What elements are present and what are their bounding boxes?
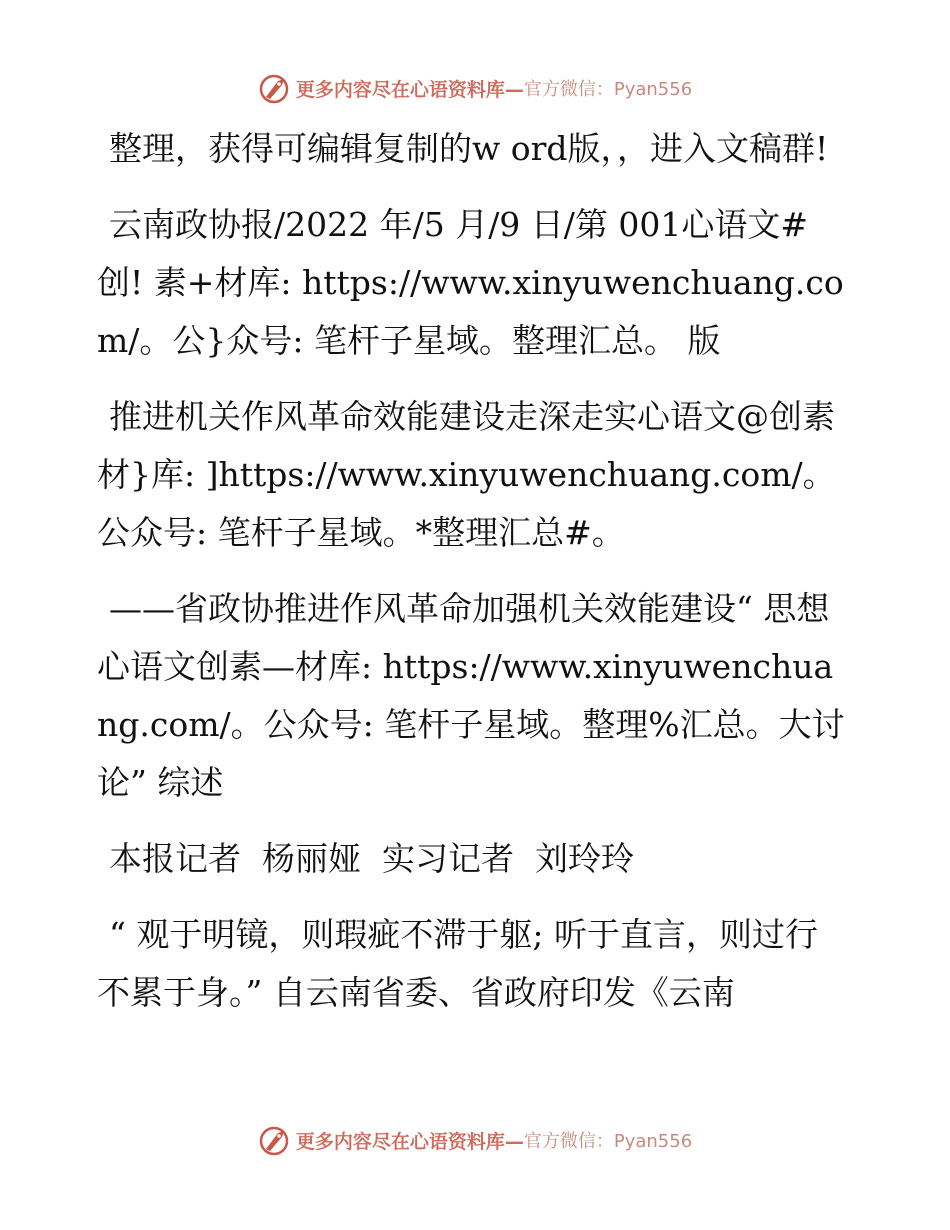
paragraph-source: 云南政协报/2022 年/5 月/9 日/第 001心语文#创! 素+材库: https://www.xinyuwenchuang.com/。公}众号: 笔杆子星域。整理汇总。 版 (97, 205, 844, 360)
watermark-wechat: 官方微信：Pyan556 (523, 1131, 693, 1152)
paragraph-subheadline: ——省政协推进作风革命加强机关效能建设“ 思想心语文创素—材库: https://www.xinyuwenchuang.com/。公众号: 笔杆子星域。整理%汇总。大讨论” 综述 (97, 589, 845, 802)
document-body (97, 120, 847, 1040)
watermark-text: 更多内容尽在心语资料库— (295, 78, 524, 101)
pen-nib-logo-icon (258, 1123, 292, 1157)
header-watermark (0, 70, 950, 106)
watermark-wechat: 官方微信：Pyan556 (523, 79, 693, 100)
paragraph-intro: 整理，获得可编辑复制的w ord版，，进入文稿群! (109, 129, 829, 168)
footer-watermark (0, 1122, 950, 1158)
watermark-text: 更多内容尽在心语资料库— (295, 1130, 524, 1153)
paragraph-byline: 本报记者 杨丽娅 实习记者 刘玲玲 (109, 839, 634, 878)
pen-nib-logo-icon (258, 71, 292, 105)
paragraph-body: “ 观于明镜，则瑕疵不滞于躯; 听于直言，则过行不累于身。” 自云南省委、省政府印发《云南 (97, 915, 818, 1012)
paragraph-headline: 推进机关作风革命效能建设走深走实心语文@创素材}库: ]https://www.xinyuwenchuang.com/。公众号: 笔杆子星域。*整理汇总#。 (97, 397, 836, 552)
